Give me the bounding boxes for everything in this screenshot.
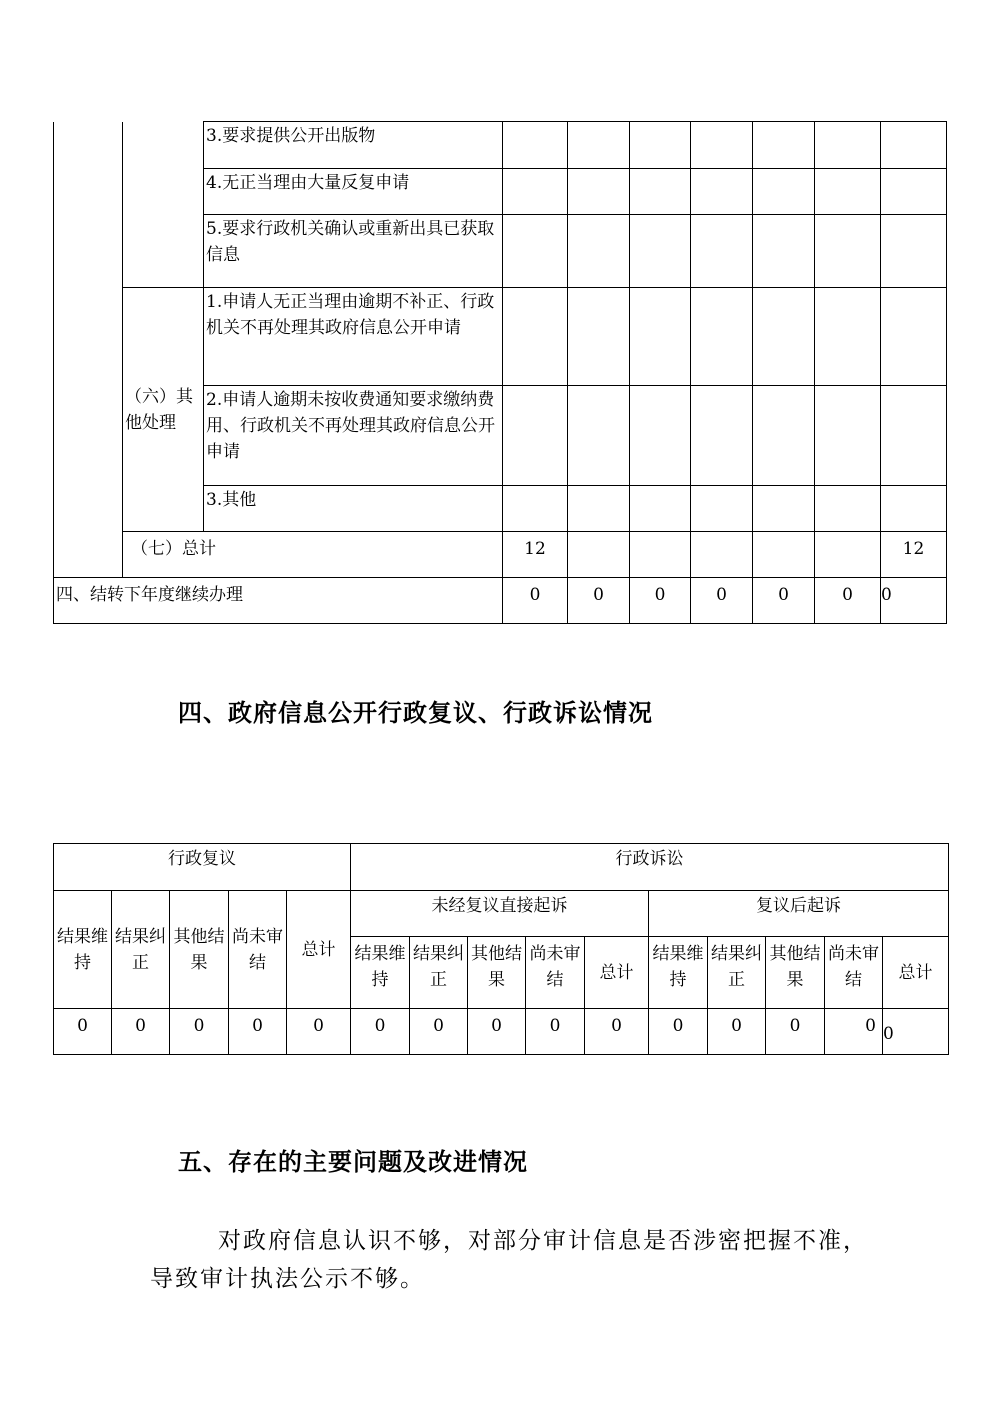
row-label: 2.申请人逾期未按收费通知要求缴纳费用、行政机关不再处理其政府信息公开申请 <box>204 386 503 486</box>
after-review-suit-header: 复议后起诉 <box>649 891 949 937</box>
section-heading: 四、政府信息公开行政复议、行政诉讼情况 <box>178 699 653 727</box>
admin-review-header: 行政复议 <box>54 844 351 891</box>
value-cell: 0 <box>54 1009 112 1055</box>
value-cell: 0 <box>753 578 815 624</box>
direct-suit-header: 未经复议直接起诉 <box>351 891 649 937</box>
row-label: 1.申请人无正当理由逾期不补正、行政机关不再处理其政府信息公开申请 <box>204 288 503 386</box>
other-handling-label: （六）其他处理 <box>123 288 204 532</box>
value-cell: 0 <box>883 1009 949 1055</box>
value-cell: 0 <box>630 578 691 624</box>
direct-col-total: 总计 <box>585 937 649 1009</box>
value-cell: 0 <box>112 1009 170 1055</box>
after-col-pending: 尚未审结 <box>825 937 883 1009</box>
section-heading: 五、存在的主要问题及改进情况 <box>178 1148 528 1176</box>
direct-col-corrected: 结果纠正 <box>410 937 468 1009</box>
value-cell: 0 <box>649 1009 708 1055</box>
value-cell <box>753 532 815 578</box>
carry-over-label: 四、结转下年度继续办理 <box>54 578 503 624</box>
row-label: 3.要求提供公开出版物 <box>204 122 503 169</box>
review-col-corrected: 结果纠正 <box>112 891 170 1009</box>
application-handling-table <box>53 121 947 624</box>
direct-col-upheld: 结果维持 <box>351 937 410 1009</box>
value-cell: 0 <box>585 1009 649 1055</box>
value-cell: 0 <box>526 1009 585 1055</box>
value-cell: 0 <box>170 1009 229 1055</box>
carry-over-row <box>54 578 947 624</box>
admin-litigation-header: 行政诉讼 <box>351 844 949 891</box>
review-col-pending: 尚未审结 <box>229 891 287 1009</box>
category-cell <box>54 122 123 578</box>
row-label: 3.其他 <box>204 486 503 532</box>
value-cell: 12 <box>503 532 568 578</box>
table-row <box>54 288 947 386</box>
value-cell: 0 <box>766 1009 825 1055</box>
values-row <box>54 1009 949 1055</box>
value-cell <box>691 532 753 578</box>
value-cell: 0 <box>351 1009 410 1055</box>
table-row <box>54 122 947 169</box>
review-col-total: 总计 <box>287 891 351 1009</box>
section-paragraph: 对政府信息认识不够，对部分审计信息是否涉密把握不准，导致审计执法公示不够。 <box>150 1228 868 1292</box>
review-col-upheld: 结果维持 <box>54 891 112 1009</box>
value-cell: 0 <box>568 578 630 624</box>
direct-col-other: 其他结果 <box>468 937 526 1009</box>
value-cell <box>568 532 630 578</box>
value-cell: 12 <box>881 532 947 578</box>
value-cell: 0 <box>708 1009 766 1055</box>
direct-col-pending: 尚未审结 <box>526 937 585 1009</box>
value-cell: 0 <box>229 1009 287 1055</box>
value-cell <box>630 532 691 578</box>
value-cell: 0 <box>287 1009 351 1055</box>
value-cell <box>815 532 881 578</box>
value-cell: 0 <box>691 578 753 624</box>
value-cell: 0 <box>825 1009 883 1055</box>
row-label: 4.无正当理由大量反复申请 <box>204 169 503 215</box>
review-col-other: 其他结果 <box>170 891 229 1009</box>
after-col-total: 总计 <box>883 937 949 1009</box>
total-label: （七）总计 <box>123 532 503 578</box>
after-col-upheld: 结果维持 <box>649 937 708 1009</box>
value-cell: 0 <box>881 578 947 624</box>
after-col-corrected: 结果纠正 <box>708 937 766 1009</box>
subcategory-cell <box>123 122 204 288</box>
value-cell: 0 <box>503 578 568 624</box>
after-col-other: 其他结果 <box>766 937 825 1009</box>
value-cell: 0 <box>468 1009 526 1055</box>
row-label: 5.要求行政机关确认或重新出具已获取信息 <box>204 215 503 288</box>
value-cell: 0 <box>815 578 881 624</box>
total-row <box>54 532 947 578</box>
value-cell: 0 <box>410 1009 468 1055</box>
review-litigation-table <box>53 843 949 1055</box>
